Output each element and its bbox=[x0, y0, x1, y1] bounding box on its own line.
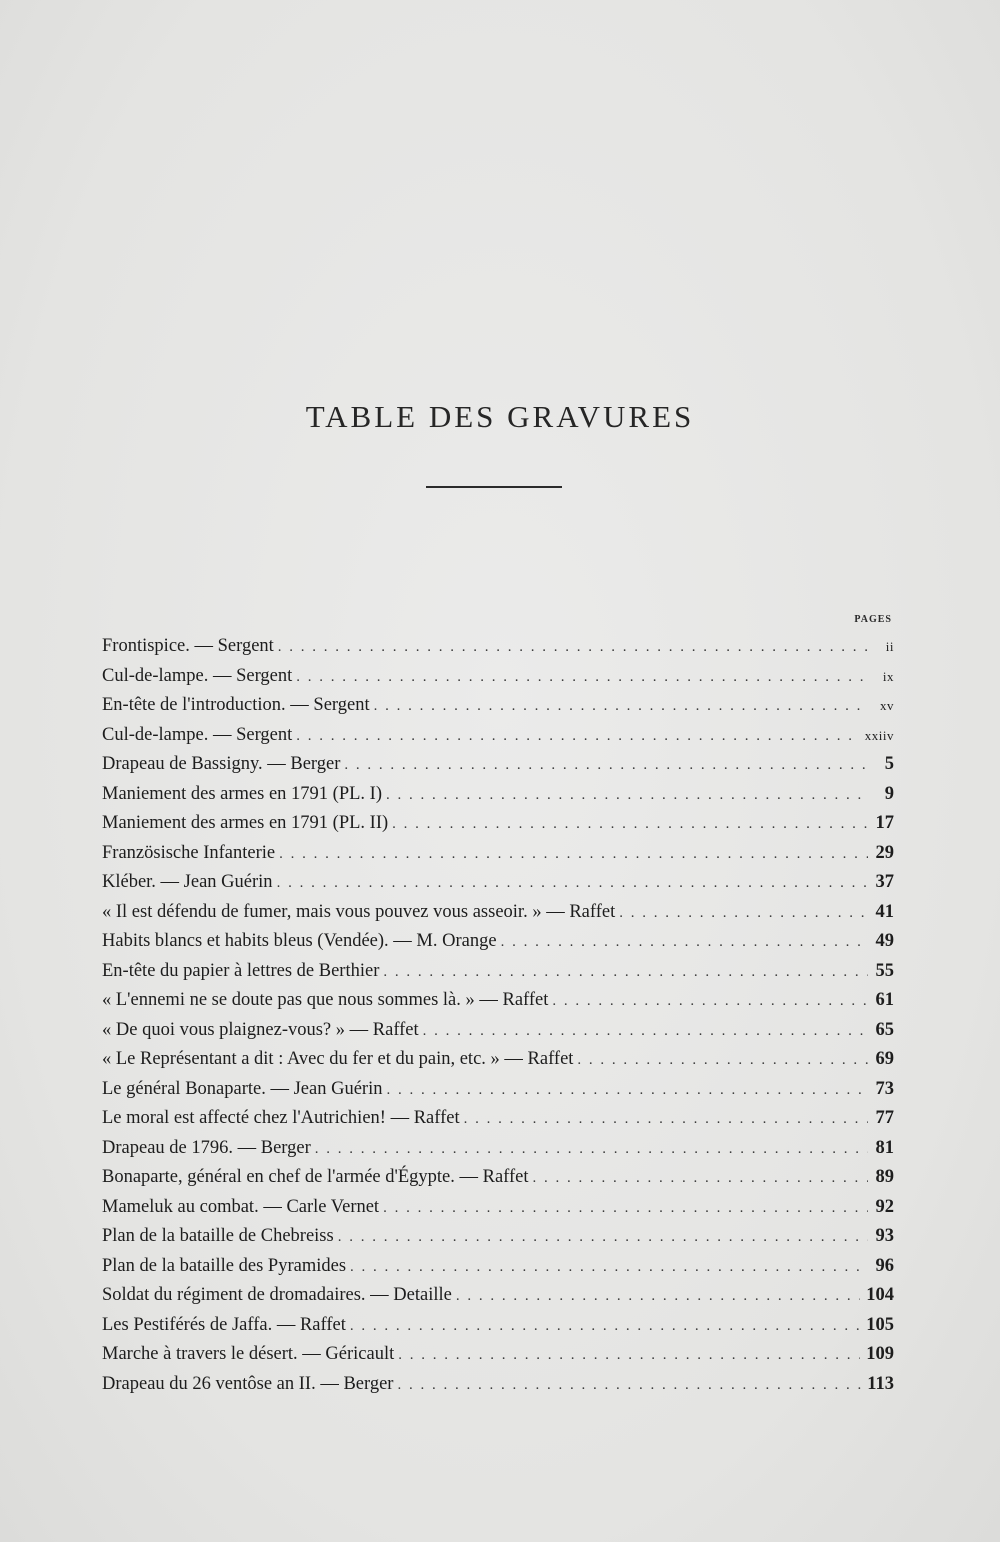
table-of-engravings bbox=[102, 632, 894, 1399]
toc-entry-page-number: 61 bbox=[875, 990, 894, 1010]
toc-entry-page-number: ii bbox=[885, 639, 894, 654]
toc-entry bbox=[102, 1252, 894, 1282]
toc-entry-title: Maniement des armes en 1791 (PL. I) bbox=[102, 783, 382, 804]
toc-entry-title: Le général Bonaparte. — Jean Guérin bbox=[102, 1078, 383, 1099]
toc-entry bbox=[102, 1340, 894, 1370]
dot-leader bbox=[398, 1341, 860, 1371]
dot-leader bbox=[344, 751, 868, 781]
dot-leader bbox=[296, 722, 858, 752]
toc-entry bbox=[102, 1134, 894, 1164]
toc-entry bbox=[102, 750, 894, 780]
toc-entry-page-number: 9 bbox=[884, 783, 894, 804]
toc-entry-title: « L'ennemi ne se doute pas que nous sommes là. » — Raffet bbox=[102, 990, 549, 1010]
dot-leader bbox=[423, 1017, 868, 1047]
dot-leader bbox=[374, 692, 868, 722]
dot-leader bbox=[350, 1312, 860, 1342]
toc-entry bbox=[102, 1016, 894, 1046]
toc-entry-page-number: 104 bbox=[866, 1285, 894, 1305]
dot-leader bbox=[350, 1253, 868, 1283]
toc-entry-title: « Il est défendu de fumer, mais vous pouvez vous asseoir. » — Raffet bbox=[102, 901, 616, 922]
toc-entry-title: Drapeau de 1796. — Berger bbox=[102, 1137, 311, 1158]
toc-entry-title: Französische Infanterie bbox=[102, 842, 276, 863]
toc-entry-title: Soldat du régiment de dromadaires. — Detaille bbox=[102, 1285, 452, 1305]
dot-leader bbox=[397, 1371, 861, 1401]
toc-entry-page-number: 89 bbox=[875, 1167, 894, 1187]
toc-entry bbox=[102, 1104, 894, 1134]
toc-entry bbox=[102, 927, 894, 957]
dot-leader bbox=[552, 987, 868, 1017]
toc-entry bbox=[102, 868, 894, 898]
toc-entry-title: Drapeau de Bassigny. — Berger bbox=[102, 754, 341, 774]
dot-leader bbox=[279, 840, 868, 870]
toc-entry bbox=[102, 1370, 894, 1400]
toc-entry-page-number: xv bbox=[880, 698, 894, 713]
dot-leader bbox=[338, 1223, 868, 1253]
toc-entry-title: Plan de la bataille des Pyramides bbox=[102, 1255, 347, 1276]
toc-entry bbox=[102, 1163, 894, 1193]
toc-entry-title: En-tête du papier à lettres de Berthier bbox=[102, 960, 380, 981]
dot-leader bbox=[533, 1164, 869, 1194]
toc-entry bbox=[102, 1222, 894, 1252]
toc-entry-title: Bonaparte, général en chef de l'armée d'Égypte. — Raffet bbox=[102, 1167, 529, 1187]
toc-entry-title: « De quoi vous plaignez-vous? » — Raffet bbox=[102, 1019, 419, 1040]
toc-entry-page-number: 5 bbox=[884, 754, 894, 774]
toc-entry-page-number: 105 bbox=[866, 1314, 894, 1335]
toc-entry-page-number: 55 bbox=[875, 960, 894, 981]
dot-leader bbox=[278, 633, 868, 663]
dot-leader bbox=[383, 958, 868, 988]
toc-entry-title: Maniement des armes en 1791 (PL. II) bbox=[102, 813, 389, 833]
toc-entry bbox=[102, 1075, 894, 1105]
dot-leader bbox=[501, 928, 868, 958]
dot-leader bbox=[464, 1105, 868, 1135]
toc-entry-page-number: 49 bbox=[875, 931, 894, 951]
toc-entry-title: Kléber. — Jean Guérin bbox=[102, 872, 273, 892]
dot-leader bbox=[383, 1194, 868, 1224]
toc-entry-title: Cul-de-lampe. — Sergent bbox=[102, 724, 293, 745]
toc-entry-page-number: 93 bbox=[875, 1226, 894, 1246]
toc-entry-page-number: 96 bbox=[875, 1255, 894, 1276]
toc-entry-page-number: 37 bbox=[875, 872, 894, 892]
dot-leader bbox=[619, 899, 868, 929]
toc-entry bbox=[102, 632, 894, 662]
toc-entry bbox=[102, 1281, 894, 1311]
toc-entry bbox=[102, 1311, 894, 1341]
toc-entry-title: Mameluk au combat. — Carle Vernet bbox=[102, 1196, 380, 1217]
toc-entry-title: Marche à travers le désert. — Géricault bbox=[102, 1344, 395, 1364]
toc-entry-title: Cul-de-lampe. — Sergent bbox=[102, 665, 293, 686]
toc-entry-page-number: 77 bbox=[875, 1108, 894, 1128]
toc-entry bbox=[102, 1045, 894, 1075]
toc-entry-page-number: xxiiv bbox=[864, 727, 894, 743]
toc-entry-page-number: 92 bbox=[875, 1196, 894, 1217]
toc-entry-page-number: 81 bbox=[875, 1137, 894, 1158]
toc-entry-page-number: ix bbox=[882, 668, 894, 684]
toc-entry-page-number: 73 bbox=[875, 1078, 894, 1099]
toc-entry bbox=[102, 898, 894, 928]
toc-entry bbox=[102, 839, 894, 869]
toc-entry bbox=[102, 809, 894, 839]
pages-column-heading: PAGES bbox=[854, 614, 892, 625]
dot-leader bbox=[315, 1135, 868, 1165]
toc-entry-page-number: 17 bbox=[875, 813, 894, 833]
dot-leader bbox=[296, 663, 868, 693]
toc-entry-title: Frontispice. — Sergent bbox=[102, 636, 274, 656]
dot-leader bbox=[386, 1076, 868, 1106]
toc-entry-page-number: 109 bbox=[866, 1344, 894, 1364]
toc-entry-page-number: 113 bbox=[867, 1373, 894, 1394]
toc-entry bbox=[102, 721, 894, 751]
toc-entry-page-number: 29 bbox=[875, 842, 894, 863]
toc-entry bbox=[102, 780, 894, 810]
toc-entry bbox=[102, 986, 894, 1016]
toc-entry-title: Le moral est affecté chez l'Autrichien! — Raffet bbox=[102, 1108, 460, 1128]
toc-entry bbox=[102, 662, 894, 692]
toc-entry-page-number: 69 bbox=[875, 1049, 894, 1069]
dot-leader bbox=[277, 869, 868, 899]
page-title: TABLE DES GRAVURES bbox=[305, 398, 695, 434]
toc-entry-page-number: 41 bbox=[875, 901, 894, 922]
dot-leader bbox=[392, 810, 868, 840]
toc-entry bbox=[102, 691, 894, 721]
toc-entry-title: Drapeau du 26 ventôse an II. — Berger bbox=[102, 1373, 394, 1394]
toc-entry-title: En-tête de l'introduction. — Sergent bbox=[102, 695, 370, 715]
toc-entry-page-number: 65 bbox=[875, 1019, 894, 1040]
dot-leader bbox=[577, 1046, 868, 1076]
toc-entry-title: « Le Représentant a dit : Avec du fer et du pain, etc. » — Raffet bbox=[102, 1049, 574, 1069]
toc-entry bbox=[102, 1193, 894, 1223]
title-divider bbox=[426, 486, 562, 488]
toc-entry-title: Habits blancs et habits bleus (Vendée). — M. Orange bbox=[102, 931, 497, 951]
dot-leader bbox=[456, 1282, 860, 1312]
toc-entry bbox=[102, 957, 894, 987]
dot-leader bbox=[386, 781, 868, 811]
toc-entry-title: Plan de la bataille de Chebreiss bbox=[102, 1226, 334, 1246]
toc-entry-title: Les Pestiférés de Jaffa. — Raffet bbox=[102, 1314, 346, 1335]
